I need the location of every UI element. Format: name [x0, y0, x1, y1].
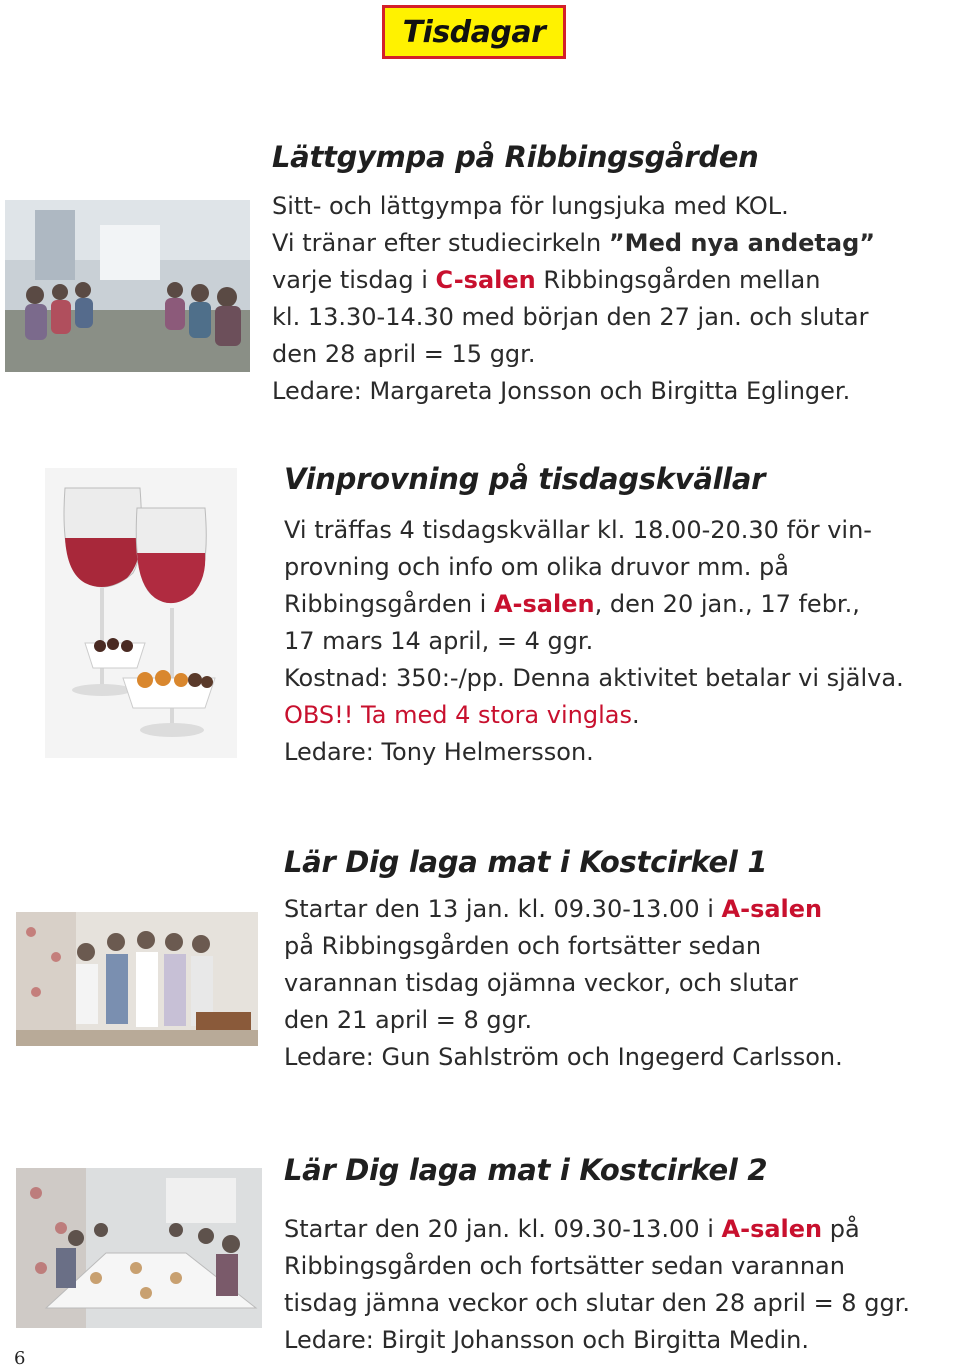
- leader-line: Ledare: Gun Sahlström och Ingegerd Carlsson.: [284, 1043, 843, 1071]
- cooking-group-1-photo: [16, 912, 258, 1046]
- room-name: A-salen: [493, 590, 595, 618]
- text-line: Sitt- och lättgympa för lungsjuka med KOL.: [272, 192, 789, 220]
- text-line: den 21 april = 8 ggr.: [284, 1006, 533, 1034]
- obs-note: OBS!! Ta med 4 stora vinglas: [284, 701, 632, 729]
- leader-line: Ledare: Margareta Jonsson och Birgitta Eglinger.: [272, 377, 851, 405]
- section-title: Lär Dig laga mat i Kostcirkel 1: [284, 845, 768, 879]
- room-name: A-salen: [721, 1215, 823, 1243]
- text-line: varannan tisdag ojämna veckor, och slutar: [284, 969, 798, 997]
- section-title: Vinprovning på tisdagskvällar: [284, 462, 766, 496]
- day-heading-box: [382, 5, 566, 59]
- text-line: den 28 april = 15 ggr.: [272, 340, 536, 368]
- room-name: C-salen: [435, 266, 536, 294]
- text-line: kl. 13.30-14.30 med början den 27 jan. och slutar: [272, 303, 869, 331]
- cooking-group-2-photo: [16, 1168, 262, 1328]
- page-number: 6: [14, 1348, 26, 1369]
- text-line: Vi träffas 4 tisdagskvällar kl. 18.00-20.30 för vin-: [284, 516, 872, 544]
- exercise-group-photo: [5, 200, 250, 372]
- text-line: 17 mars 14 april, = 4 ggr.: [284, 627, 594, 655]
- section-title: Lättgympa på Ribbingsgården: [272, 140, 759, 174]
- section-kostcirkel-1: [284, 845, 843, 1076]
- section-kostcirkel-2: [284, 1153, 910, 1359]
- text-line: Ribbingsgården i A-salen, den 20 jan., 17 febr.,: [284, 590, 860, 618]
- text-line: på Ribbingsgården och fortsätter sedan: [284, 932, 762, 960]
- room-name: A-salen: [721, 895, 823, 923]
- note-line: OBS!! Ta med 4 stora vinglas.: [284, 701, 640, 729]
- text-line: Startar den 13 jan. kl. 09.30-13.00 i A-salen: [284, 895, 823, 923]
- study-circle-name: ”Med nya andetag”: [608, 229, 876, 257]
- wine-glasses-photo: [45, 468, 237, 758]
- section-lattgympa: [272, 140, 875, 410]
- text-line: tisdag jämna veckor och slutar den 28 april = 8 ggr.: [284, 1289, 910, 1317]
- section-vinprovning: [284, 462, 904, 771]
- text-line: Startar den 20 jan. kl. 09.30-13.00 i A-salen på: [284, 1215, 860, 1243]
- section-title: Lär Dig laga mat i Kostcirkel 2: [284, 1153, 768, 1187]
- text-line: provning och info om olika druvor mm. på: [284, 553, 789, 581]
- leader-line: Ledare: Birgit Johansson och Birgitta Medin.: [284, 1326, 809, 1354]
- day-heading: Tisdagar: [402, 14, 546, 50]
- text-line: Ribbingsgården och fortsätter sedan varannan: [284, 1252, 845, 1280]
- text-line: varje tisdag i C-salen Ribbingsgården mellan: [272, 266, 821, 294]
- text-line: Vi tränar efter studiecirkeln ”Med nya andetag”: [272, 229, 876, 257]
- cost-line: Kostnad: 350:-/pp. Denna aktivitet betalar vi själva.: [284, 664, 904, 692]
- leader-line: Ledare: Tony Helmersson.: [284, 738, 594, 766]
